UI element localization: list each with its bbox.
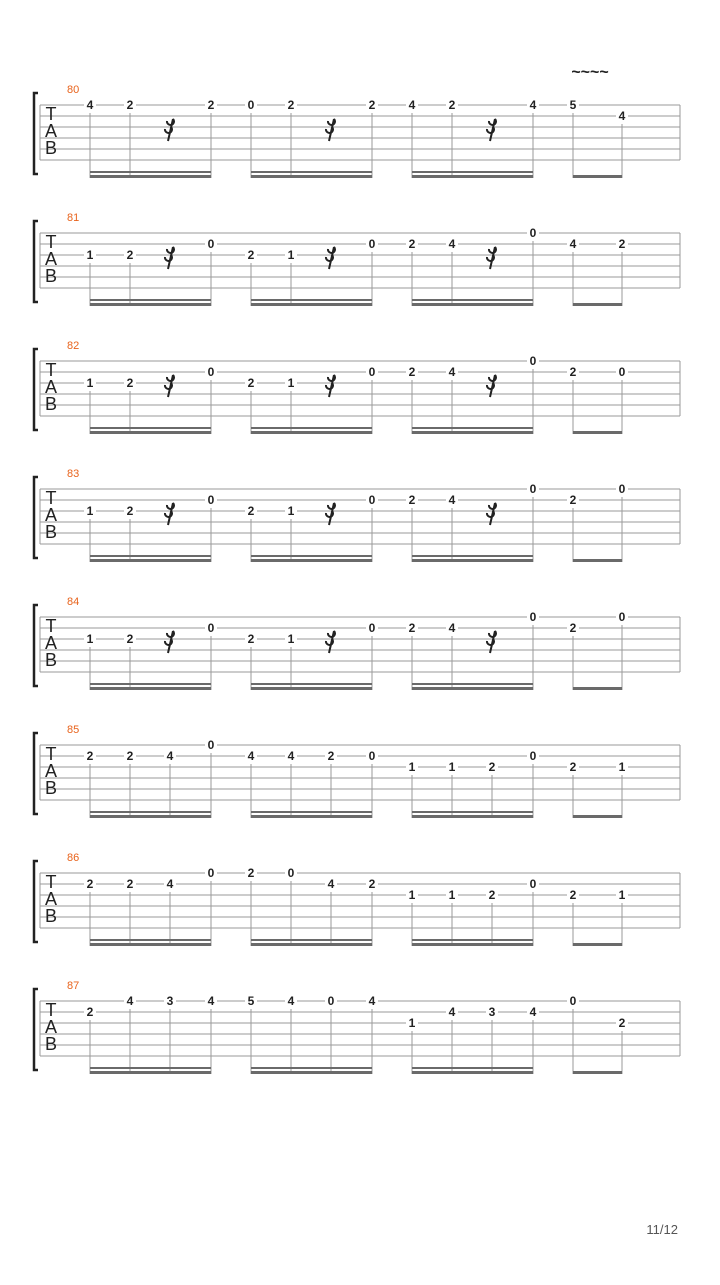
fret-number: 4 bbox=[448, 365, 456, 379]
fret-number: 0 bbox=[207, 365, 215, 379]
beam-primary bbox=[573, 303, 622, 306]
fret-number: 4 bbox=[327, 877, 335, 891]
tab-clef-letter: T bbox=[45, 232, 57, 252]
beam-secondary bbox=[251, 939, 372, 941]
fret-number: 0 bbox=[207, 738, 215, 752]
tab-clef-letter: B bbox=[44, 650, 58, 670]
tab-system bbox=[34, 340, 680, 434]
beam-primary bbox=[90, 431, 211, 434]
beam-secondary bbox=[412, 555, 533, 557]
fret-number: 1 bbox=[287, 376, 295, 390]
fret-number: 2 bbox=[126, 504, 134, 518]
fret-number: 4 bbox=[618, 109, 626, 123]
measure-number: 82 bbox=[67, 340, 80, 352]
beam-secondary bbox=[90, 939, 211, 941]
fret-number: 2 bbox=[247, 504, 255, 518]
measure-number: 85 bbox=[67, 724, 80, 736]
fret-number: 1 bbox=[86, 504, 94, 518]
fret-number: 2 bbox=[408, 365, 416, 379]
tab-system bbox=[34, 980, 680, 1074]
fret-number: 4 bbox=[166, 749, 174, 763]
beam-primary bbox=[573, 943, 622, 946]
fret-number: 2 bbox=[368, 877, 376, 891]
fret-number: 2 bbox=[569, 760, 577, 774]
beam-primary bbox=[573, 431, 622, 434]
fret-number: 0 bbox=[529, 749, 537, 763]
fret-number: 0 bbox=[529, 226, 537, 240]
fret-number: 1 bbox=[287, 504, 295, 518]
fret-number: 0 bbox=[569, 994, 577, 1008]
fret-number: 4 bbox=[287, 749, 295, 763]
fret-number: 1 bbox=[287, 632, 295, 646]
fret-number: 2 bbox=[126, 877, 134, 891]
fret-number: 2 bbox=[287, 98, 295, 112]
fret-number: 3 bbox=[488, 1005, 496, 1019]
fret-number: 4 bbox=[529, 1005, 537, 1019]
fret-number: 2 bbox=[327, 749, 335, 763]
tab-clef-letter: A bbox=[44, 121, 58, 141]
fret-number: 4 bbox=[166, 877, 174, 891]
fret-number: 4 bbox=[287, 994, 295, 1008]
fret-number: 1 bbox=[86, 248, 94, 262]
beam-primary bbox=[412, 303, 533, 306]
fret-number: 2 bbox=[247, 866, 255, 880]
beam-primary bbox=[412, 687, 533, 690]
fret-number: 1 bbox=[408, 1016, 416, 1030]
fret-number: 1 bbox=[86, 632, 94, 646]
fret-number: 1 bbox=[287, 248, 295, 262]
fret-number: 2 bbox=[408, 493, 416, 507]
fret-number: 2 bbox=[618, 237, 626, 251]
beam-primary bbox=[573, 1071, 622, 1074]
system-bracket bbox=[34, 861, 38, 942]
fret-number: 0 bbox=[207, 237, 215, 251]
tab-clef-letter: T bbox=[45, 616, 57, 636]
tab-clef-letter: B bbox=[44, 266, 58, 286]
fret-number: 2 bbox=[126, 749, 134, 763]
fret-number: 2 bbox=[207, 98, 215, 112]
fret-number: 0 bbox=[618, 610, 626, 624]
tab-clef-letter: A bbox=[44, 249, 58, 269]
beam-primary bbox=[251, 431, 372, 434]
beam-secondary bbox=[412, 171, 533, 173]
beam-secondary bbox=[251, 171, 372, 173]
beam-secondary bbox=[412, 1067, 533, 1069]
tab-clef-letter: B bbox=[44, 778, 58, 798]
tab-system bbox=[34, 852, 680, 946]
system-bracket bbox=[34, 605, 38, 686]
fret-number: 2 bbox=[86, 877, 94, 891]
beam-secondary bbox=[251, 427, 372, 429]
fret-number: 2 bbox=[126, 376, 134, 390]
fret-number: 2 bbox=[569, 621, 577, 635]
beam-secondary bbox=[90, 811, 211, 813]
fret-number: 2 bbox=[247, 632, 255, 646]
fret-number: 4 bbox=[448, 493, 456, 507]
fret-number: 0 bbox=[368, 749, 376, 763]
tab-clef-letter: A bbox=[44, 889, 58, 909]
tab-clef-letter: T bbox=[45, 360, 57, 380]
beam-secondary bbox=[90, 555, 211, 557]
tab-clef-letter: T bbox=[45, 488, 57, 508]
beam-secondary bbox=[251, 299, 372, 301]
beam-primary bbox=[251, 943, 372, 946]
system-bracket bbox=[34, 221, 38, 302]
tab-clef-letter: B bbox=[44, 1034, 58, 1054]
vibrato-mark: ~~~~ bbox=[571, 64, 609, 81]
beam-primary bbox=[251, 1071, 372, 1074]
measure-number: 81 bbox=[67, 212, 80, 224]
fret-number: 0 bbox=[287, 866, 295, 880]
beam-secondary bbox=[412, 683, 533, 685]
measure-number: 84 bbox=[67, 596, 80, 608]
beam-primary bbox=[573, 815, 622, 818]
fret-number: 2 bbox=[488, 760, 496, 774]
tab-clef-letter: T bbox=[45, 744, 57, 764]
fret-number: 1 bbox=[408, 888, 416, 902]
fret-number: 1 bbox=[86, 376, 94, 390]
fret-number: 0 bbox=[618, 482, 626, 496]
tab-clef-letter: T bbox=[45, 872, 57, 892]
tab-system bbox=[34, 212, 680, 306]
fret-number: 0 bbox=[529, 877, 537, 891]
fret-number: 4 bbox=[126, 994, 134, 1008]
fret-number: 0 bbox=[368, 621, 376, 635]
fret-number: 4 bbox=[569, 237, 577, 251]
fret-number: 4 bbox=[448, 237, 456, 251]
beam-primary bbox=[412, 431, 533, 434]
beam-primary bbox=[251, 815, 372, 818]
fret-number: 2 bbox=[86, 749, 94, 763]
fret-number: 0 bbox=[529, 482, 537, 496]
system-bracket bbox=[34, 733, 38, 814]
fret-number: 2 bbox=[247, 376, 255, 390]
fret-number: 1 bbox=[448, 760, 456, 774]
tab-clef-letter: B bbox=[44, 522, 58, 542]
beam-secondary bbox=[412, 427, 533, 429]
fret-number: 2 bbox=[86, 1005, 94, 1019]
fret-number: 4 bbox=[529, 98, 537, 112]
beam-secondary bbox=[90, 1067, 211, 1069]
beam-primary bbox=[251, 687, 372, 690]
beam-secondary bbox=[412, 811, 533, 813]
beam-primary bbox=[90, 815, 211, 818]
fret-number: 2 bbox=[569, 493, 577, 507]
fret-number: 5 bbox=[569, 98, 577, 112]
fret-number: 0 bbox=[207, 493, 215, 507]
tab-clef-letter: T bbox=[45, 104, 57, 124]
system-bracket bbox=[34, 93, 38, 174]
fret-number: 0 bbox=[368, 237, 376, 251]
fret-number: 2 bbox=[569, 888, 577, 902]
beam-secondary bbox=[251, 555, 372, 557]
fret-number: 4 bbox=[368, 994, 376, 1008]
beam-secondary bbox=[412, 299, 533, 301]
beam-secondary bbox=[90, 427, 211, 429]
measure-number: 80 bbox=[67, 84, 80, 96]
fret-number: 2 bbox=[126, 248, 134, 262]
beam-primary bbox=[90, 687, 211, 690]
beam-primary bbox=[90, 1071, 211, 1074]
beam-primary bbox=[412, 175, 533, 178]
fret-number: 0 bbox=[529, 354, 537, 368]
beam-primary bbox=[90, 943, 211, 946]
fret-number: 4 bbox=[448, 1005, 456, 1019]
fret-number: 2 bbox=[408, 621, 416, 635]
page-number: 11/12 bbox=[646, 1222, 678, 1237]
beam-primary bbox=[412, 943, 533, 946]
tab-clef-letter: T bbox=[45, 1000, 57, 1020]
tab-system bbox=[34, 724, 680, 818]
beam-primary bbox=[90, 559, 211, 562]
fret-number: 2 bbox=[488, 888, 496, 902]
beam-primary bbox=[573, 175, 622, 178]
fret-number: 2 bbox=[408, 237, 416, 251]
tab-clef-letter: A bbox=[44, 633, 58, 653]
beam-secondary bbox=[251, 1067, 372, 1069]
fret-number: 3 bbox=[166, 994, 174, 1008]
measure-number: 87 bbox=[67, 980, 80, 992]
system-bracket bbox=[34, 349, 38, 430]
fret-number: 2 bbox=[368, 98, 376, 112]
tab-clef-letter: A bbox=[44, 377, 58, 397]
tab-clef-letter: B bbox=[44, 394, 58, 414]
fret-number: 4 bbox=[408, 98, 416, 112]
system-bracket bbox=[34, 477, 38, 558]
beam-secondary bbox=[90, 683, 211, 685]
fret-number: 5 bbox=[247, 994, 255, 1008]
beam-primary bbox=[573, 559, 622, 562]
fret-number: 0 bbox=[368, 493, 376, 507]
beam-primary bbox=[251, 559, 372, 562]
fret-number: 0 bbox=[368, 365, 376, 379]
fret-number: 0 bbox=[618, 365, 626, 379]
beam-secondary bbox=[251, 811, 372, 813]
measure-number: 83 bbox=[67, 468, 80, 480]
beam-secondary bbox=[412, 939, 533, 941]
fret-number: 1 bbox=[618, 888, 626, 902]
tab-clef-letter: B bbox=[44, 906, 58, 926]
beam-secondary bbox=[90, 299, 211, 301]
fret-number: 1 bbox=[448, 888, 456, 902]
fret-number: 2 bbox=[126, 98, 134, 112]
system-bracket bbox=[34, 989, 38, 1070]
fret-number: 2 bbox=[448, 98, 456, 112]
tab-clef-letter: A bbox=[44, 761, 58, 781]
beam-primary bbox=[573, 687, 622, 690]
fret-number: 2 bbox=[569, 365, 577, 379]
tab-system bbox=[34, 468, 680, 562]
fret-number: 4 bbox=[247, 749, 255, 763]
tab-system bbox=[34, 596, 680, 690]
beam-primary bbox=[412, 1071, 533, 1074]
fret-number: 2 bbox=[247, 248, 255, 262]
tab-clef-letter: A bbox=[44, 1017, 58, 1037]
beam-primary bbox=[90, 303, 211, 306]
fret-number: 2 bbox=[618, 1016, 626, 1030]
measure-number: 86 bbox=[67, 852, 80, 864]
beam-primary bbox=[90, 175, 211, 178]
fret-number: 4 bbox=[86, 98, 94, 112]
beam-secondary bbox=[251, 683, 372, 685]
fret-number: 4 bbox=[448, 621, 456, 635]
fret-number: 1 bbox=[618, 760, 626, 774]
fret-number: 1 bbox=[408, 760, 416, 774]
beam-secondary bbox=[90, 171, 211, 173]
fret-number: 0 bbox=[207, 866, 215, 880]
tab-clef-letter: A bbox=[44, 505, 58, 525]
fret-number: 0 bbox=[327, 994, 335, 1008]
tab-clef-letter: B bbox=[44, 138, 58, 158]
fret-number: 0 bbox=[247, 98, 255, 112]
fret-number: 2 bbox=[126, 632, 134, 646]
tab-system bbox=[34, 64, 680, 178]
beam-primary bbox=[412, 815, 533, 818]
beam-primary bbox=[412, 559, 533, 562]
fret-number: 0 bbox=[529, 610, 537, 624]
beam-primary bbox=[251, 303, 372, 306]
fret-number: 0 bbox=[207, 621, 215, 635]
fret-number: 4 bbox=[207, 994, 215, 1008]
beam-primary bbox=[251, 175, 372, 178]
